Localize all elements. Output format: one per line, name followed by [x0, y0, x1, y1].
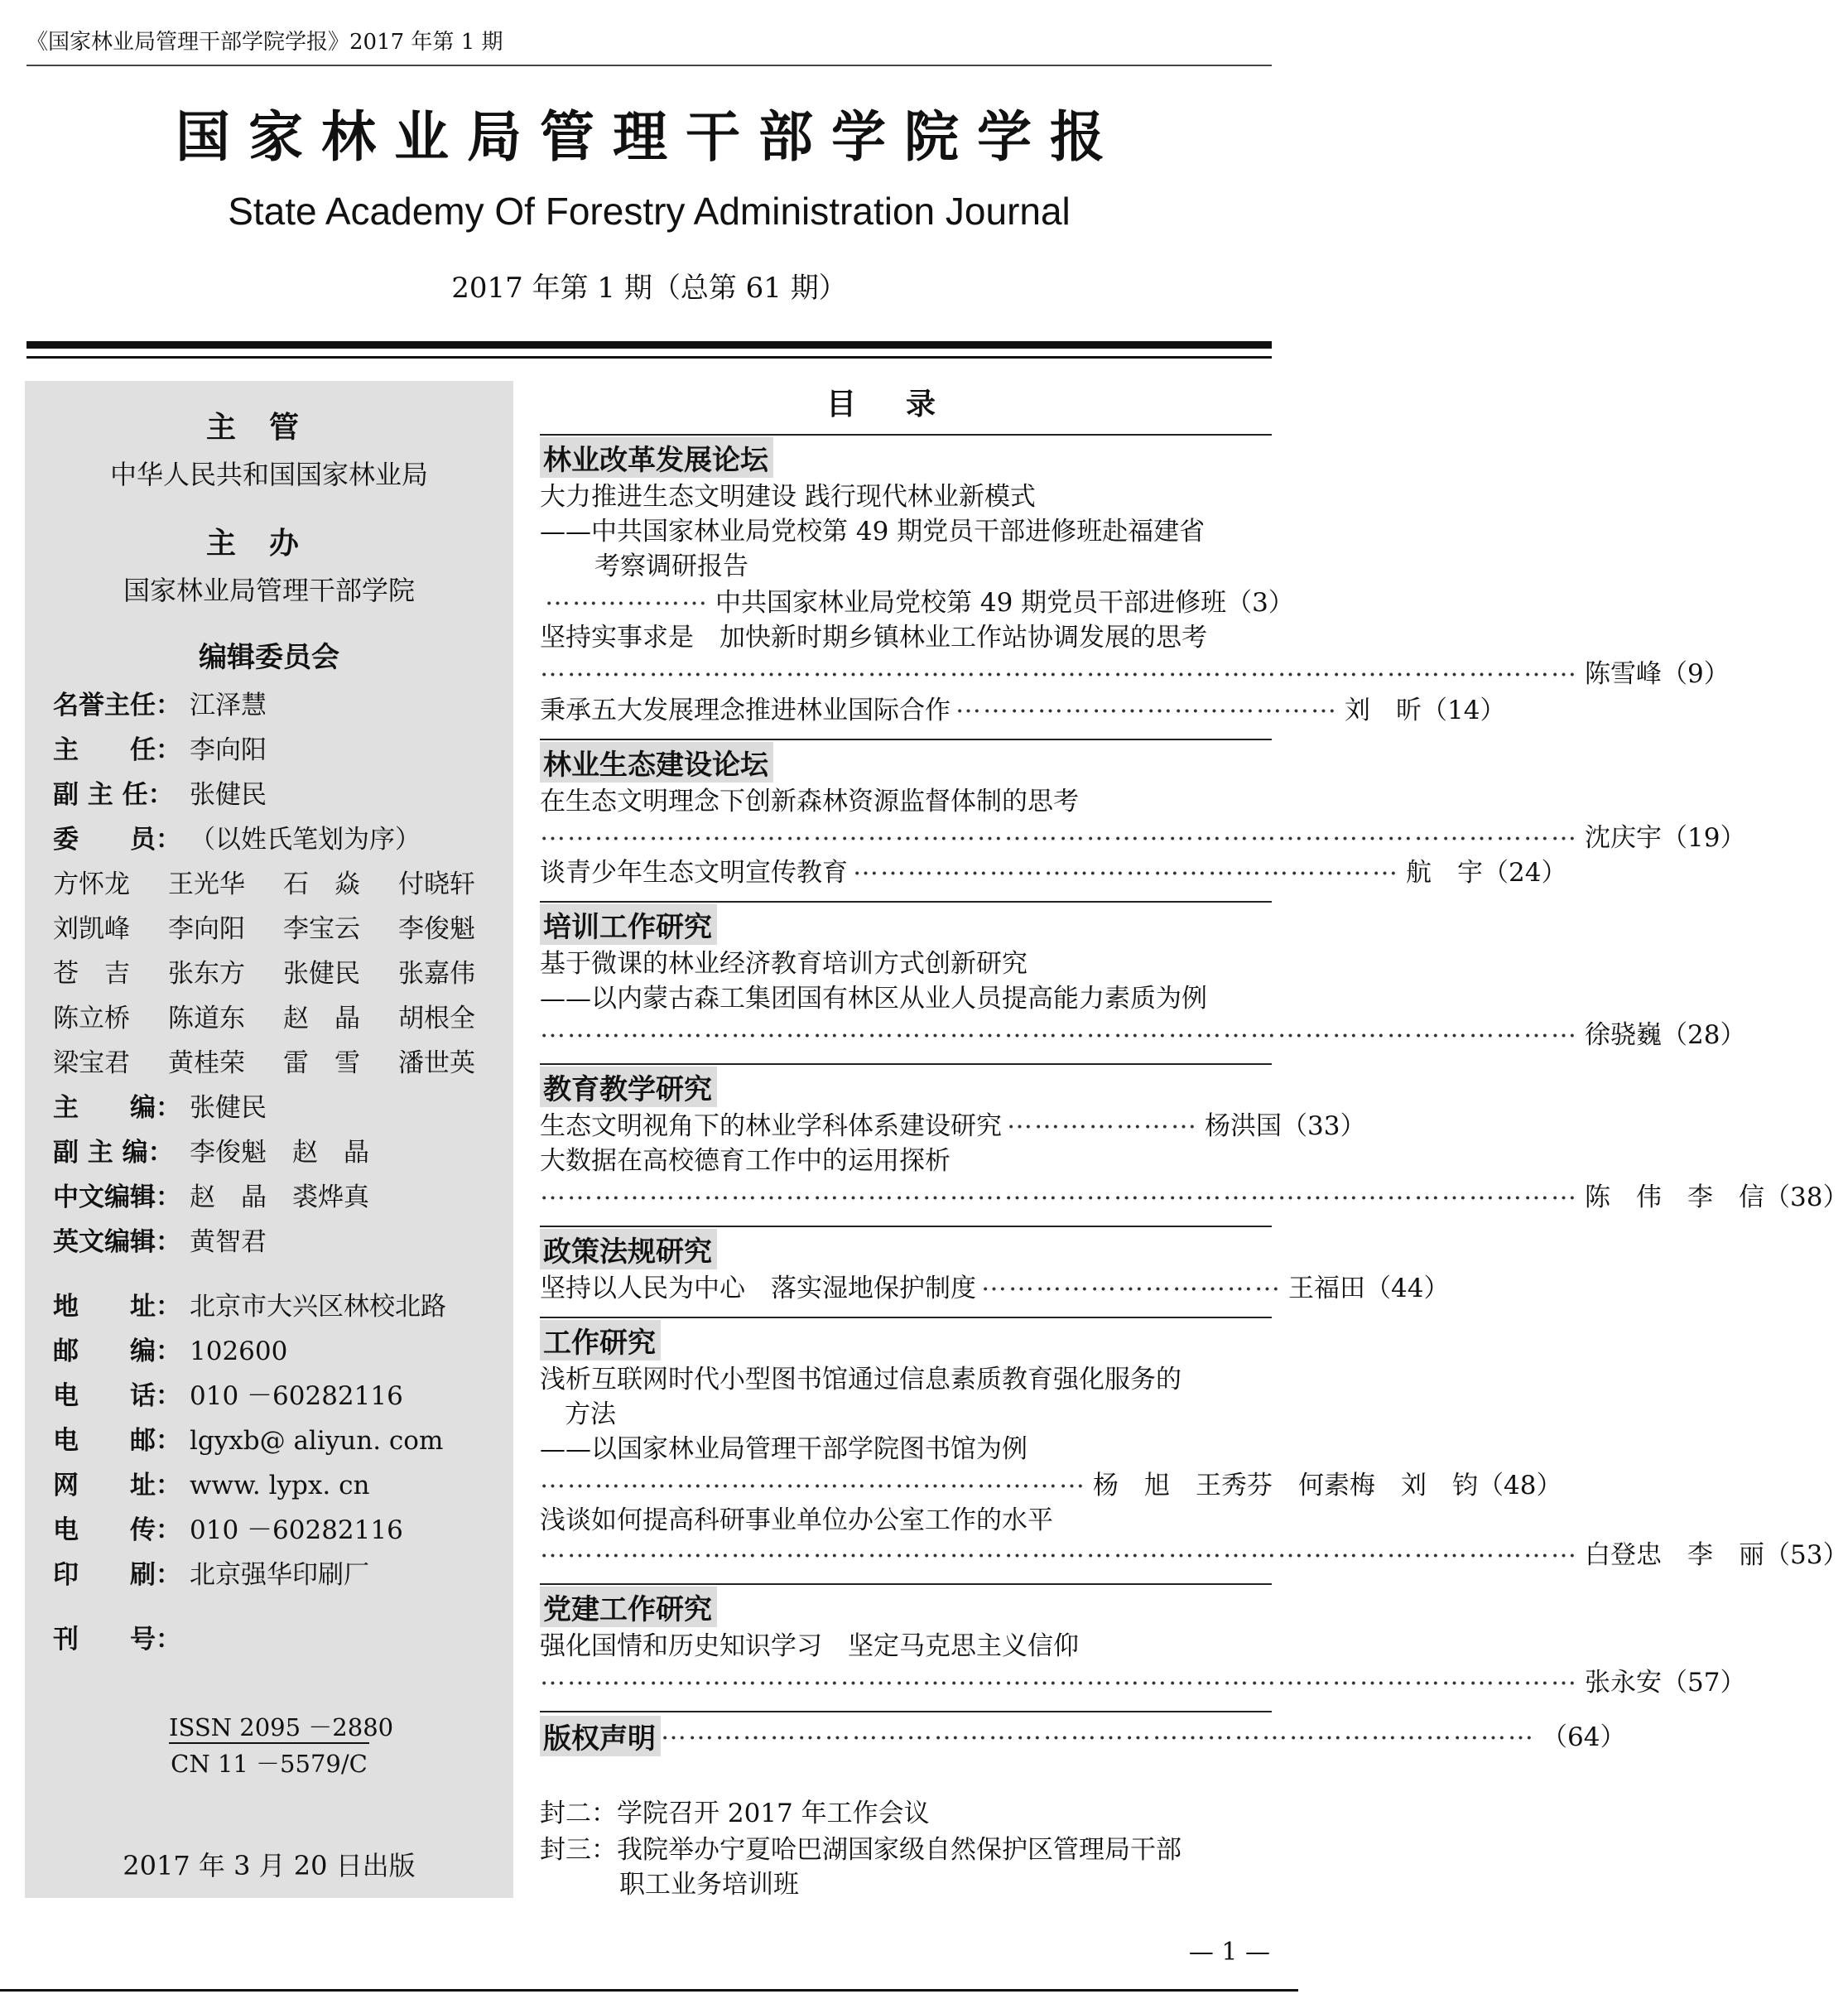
article-title: 生态文明视角下的林业学科体系建设研究 [540, 1111, 1002, 1141]
article-title: 大数据在高校德育工作中的运用探析 [540, 1146, 950, 1176]
fax-row [53, 1509, 403, 1546]
members-row [53, 818, 421, 855]
website-value: www. lypx. cn [190, 1471, 370, 1500]
en-editor-row [53, 1221, 267, 1258]
fax-value: 010 －60282116 [190, 1515, 403, 1545]
member-name: 李向阳 [168, 914, 245, 944]
article-entry [540, 1534, 1848, 1571]
page-number: — 1 — [1188, 1938, 1270, 1967]
article-title: 浅谈如何提高科研事业单位办公室工作的水平 [540, 1505, 1053, 1535]
postcode-label: 邮 编： [53, 1337, 181, 1366]
issn: ISSN 2095 －2880 [169, 1713, 394, 1741]
section-rule [540, 901, 1272, 903]
member-name: 苍 吉 [53, 959, 130, 989]
email-value: lgyxb@ aliyun. com [190, 1426, 444, 1456]
article-author: 徐骁巍（28） [1585, 1020, 1746, 1050]
article-title: 坚持以人民为中心 落实湿地保护制度 [540, 1274, 976, 1303]
leader-dots: …………………………………………………… [540, 1464, 1086, 1494]
address-label: 地 址： [53, 1292, 181, 1322]
masthead-rule-heavy [26, 341, 1272, 349]
article-entry [540, 581, 1294, 619]
issn-divider [169, 1742, 369, 1744]
leader-dots: …………………………………………………………………………………………………… [540, 1534, 1578, 1563]
article-subtitle: ——中共国家林业局党校第 49 期党员干部进修班赴福建省 [540, 517, 1206, 547]
members-label: 委 员： [53, 825, 181, 855]
article-entry [540, 1105, 1366, 1142]
leader-dots: …………………………………………………………………………………………………… [540, 653, 1578, 682]
member-name: 潘世英 [398, 1048, 475, 1078]
member-name: 黄桂荣 [168, 1048, 245, 1078]
leader-dots: …………………………………………………………………………………………………… [540, 1176, 1578, 1206]
vice-director-value: 张健民 [190, 780, 267, 810]
honorary-label: 名誉主任： [53, 691, 181, 720]
cn-editor-label: 中文编辑： [53, 1182, 181, 1212]
article-author: 沈庆宇（19） [1585, 823, 1746, 853]
member-name: 赵 晶 [283, 1004, 360, 1033]
section-heading: 林业改革发展论坛 [540, 437, 773, 478]
director-row [53, 729, 267, 766]
member-names-row [53, 952, 475, 990]
journal-title-cn: 国家林业局管理干部学院学报 [176, 104, 1123, 169]
section-heading: 林业生态建设论坛 [540, 742, 773, 783]
article-title: 基于微课的林业经济教育培训方式创新研究 [540, 949, 1027, 979]
article-subtitle: ——以内蒙古森工集团国有林区从业人员提高能力素质为例 [540, 984, 1207, 1014]
leader-dots: …………………………………………………………………………………………………… [540, 816, 1578, 846]
director-label: 主 任： [53, 735, 181, 765]
article-title: 坚持实事求是 加快新时期乡镇林业工作站协调发展的思考 [540, 623, 1207, 653]
members-note: （以姓氏笔划为序） [190, 825, 421, 855]
leader-dots: …………………………………………………………………………………………………… [540, 1661, 1578, 1691]
supervisor-heading: 主管 [205, 411, 332, 445]
section-rule [540, 434, 1272, 436]
director-value: 李向阳 [190, 735, 267, 765]
honorary-row [53, 684, 267, 721]
en-editor-value: 黄智君 [190, 1227, 267, 1257]
section-rule [540, 1226, 1272, 1227]
member-name: 付晓轩 [398, 869, 475, 899]
section-rule [540, 1317, 1272, 1318]
address-row [53, 1285, 446, 1322]
header-rule [26, 65, 1272, 66]
member-name: 方怀龙 [53, 869, 130, 899]
member-name: 石 焱 [283, 869, 360, 899]
article-entry [540, 1176, 1848, 1213]
article-author: 张永安（57） [1585, 1668, 1746, 1698]
address-value: 北京市大兴区林校北路 [190, 1292, 446, 1322]
member-names-row [53, 1042, 475, 1079]
member-name: 王光华 [168, 869, 245, 899]
cn-editor-value: 赵 晶 裘烨真 [190, 1182, 369, 1212]
vice-director-row [53, 773, 267, 811]
leader-dots: …………………………………… [955, 689, 1338, 719]
section-rule [540, 1583, 1272, 1585]
running-header: 《国家林业局管理干部学院学报》2017 年第 1 期 [26, 30, 503, 55]
leader-dots: …………………………………………………… [853, 851, 1399, 881]
member-name: 梁宝君 [53, 1048, 130, 1078]
leader-dots: ……………… [545, 581, 709, 611]
section-heading: 工作研究 [540, 1320, 661, 1361]
article-author: 陈雪峰（9） [1585, 659, 1730, 689]
honorary-value: 江泽慧 [190, 691, 267, 720]
section-heading: 教育教学研究 [540, 1067, 717, 1107]
article-title: 浅析互联网时代小型图书馆通过信息素质教育强化服务的 [540, 1365, 1181, 1394]
article-title-cont: 方法 [565, 1399, 616, 1429]
phone-label: 电 话： [53, 1381, 181, 1411]
article-author: 刘 昕（14） [1345, 696, 1506, 725]
article-title: 大力推进生态文明建设 践行现代林业新模式 [540, 482, 1036, 512]
article-entry [540, 1014, 1746, 1051]
article-title: 强化国情和历史知识学习 坚定马克思主义信仰 [540, 1631, 1079, 1661]
article-title: 在生态文明理念下创新森林资源监督体制的思考 [540, 787, 1079, 816]
article-author: 陈 伟 李 信（38） [1585, 1182, 1848, 1212]
section-heading: 党建工作研究 [540, 1587, 717, 1627]
article-entry [540, 1464, 1562, 1501]
vice-director-label: 副 主 任： [53, 780, 174, 810]
committee-title: 编辑委员会 [199, 641, 339, 674]
article-subtitle: ——以国家林业局管理干部学院图书馆为例 [540, 1434, 1027, 1464]
leader-dots: …………………………… [981, 1267, 1282, 1297]
article-entry [540, 653, 1730, 690]
printer-value: 北京强华印刷厂 [190, 1560, 369, 1590]
vice-editor-value: 李俊魁 赵 晶 [190, 1138, 369, 1168]
kanhao-row [53, 1618, 190, 1655]
section-heading: 政策法规研究 [540, 1229, 717, 1269]
vice-editor-label: 副 主 编： [53, 1138, 174, 1168]
issue-line: 2017 年第 1 期（总第 61 期） [451, 272, 847, 305]
email-label: 电 邮： [53, 1426, 181, 1456]
cn-number: CN 11 －5579/C [171, 1750, 368, 1778]
section-rule [540, 1711, 1272, 1712]
cover-note: 封三：我院举办宁夏哈巴湖国家级自然保护区管理局干部 [540, 1835, 1181, 1865]
member-names-row [53, 863, 475, 900]
article-title: 谈青少年生态文明宣传教育 [540, 858, 848, 888]
member-name: 张东方 [168, 959, 245, 989]
member-names-row [53, 908, 475, 945]
editor-row [53, 1086, 267, 1124]
phone-value: 010 －60282116 [190, 1381, 403, 1411]
fax-label: 电 传： [53, 1515, 181, 1545]
cn-editor-row [53, 1176, 369, 1213]
en-editor-label: 英文编辑： [53, 1227, 181, 1257]
leader-dots: …………………………………………………………………………………… [661, 1716, 1535, 1746]
article-author: 杨 旭 王秀芬 何素梅 刘 钧（48） [1093, 1471, 1562, 1500]
sponsor: 国家林业局管理干部学院 [123, 575, 415, 606]
sponsor-heading: 主办 [205, 527, 332, 561]
article-entry [540, 851, 1567, 889]
member-name: 张健民 [283, 959, 360, 989]
article-entry [540, 689, 1506, 726]
member-name: 陈道东 [168, 1004, 245, 1033]
article-author: 杨洪国（33） [1205, 1111, 1366, 1141]
supervisor: 中华人民共和国国家林业局 [109, 459, 428, 490]
article-entry [540, 816, 1746, 854]
member-name: 刘凯峰 [53, 914, 130, 944]
email-row [53, 1419, 443, 1457]
article-author: 王福田（44） [1288, 1274, 1450, 1303]
article-title: 秉承五大发展理念推进林业国际合作 [540, 696, 950, 725]
leader-dots: ………………… [1007, 1105, 1198, 1134]
article-author: 中共国家林业局党校第 49 期党员干部进修班（3） [715, 588, 1294, 618]
section-rule [540, 1063, 1272, 1065]
website-row [53, 1464, 369, 1501]
postcode-row [53, 1330, 287, 1367]
member-name: 张嘉伟 [398, 959, 475, 989]
cover-note-cont: 职工业务培训班 [619, 1870, 799, 1900]
member-name: 胡根全 [398, 1004, 475, 1033]
publication-date: 2017 年 3 月 20 日出版 [123, 1850, 416, 1881]
section-heading: 培训工作研究 [540, 904, 717, 945]
phone-row [53, 1375, 403, 1412]
cover-note: 封二：学院召开 2017 年工作会议 [540, 1799, 930, 1828]
member-names-row [53, 997, 475, 1034]
article-page: （64） [1542, 1722, 1626, 1752]
member-name: 李宝云 [283, 914, 360, 944]
toc-title: 目录 [825, 388, 985, 421]
article-author: 航 宇（24） [1406, 858, 1567, 888]
section-heading: 版权声明 [540, 1716, 661, 1756]
masthead-rule-light [26, 356, 1272, 359]
printer-row [53, 1553, 369, 1591]
vice-editor-row [53, 1131, 369, 1168]
kanhao-label: 刊 号： [53, 1625, 181, 1654]
printer-label: 印 刷： [53, 1560, 181, 1590]
member-name: 陈立桥 [53, 1004, 130, 1033]
section-rule [540, 739, 1272, 740]
editor-value: 张健民 [190, 1093, 267, 1123]
editor-label: 主 编： [53, 1093, 181, 1123]
postcode-value: 102600 [190, 1337, 288, 1366]
article-entry [540, 1716, 1626, 1756]
article-entry [540, 1267, 1450, 1304]
leader-dots: …………………………………………………………………………………………………… [540, 1014, 1578, 1043]
member-name: 雷 雪 [283, 1048, 360, 1078]
journal-title-en: State Academy Of Forestry Administration Journal [228, 190, 1071, 233]
footer-rule [0, 1989, 1298, 1992]
article-entry [540, 1661, 1746, 1698]
member-name: 李俊魁 [398, 914, 475, 944]
article-subtitle: 考察调研报告 [594, 551, 748, 581]
article-author: 白登忠 李 丽（53） [1585, 1540, 1848, 1570]
website-label: 网 址： [53, 1471, 181, 1500]
